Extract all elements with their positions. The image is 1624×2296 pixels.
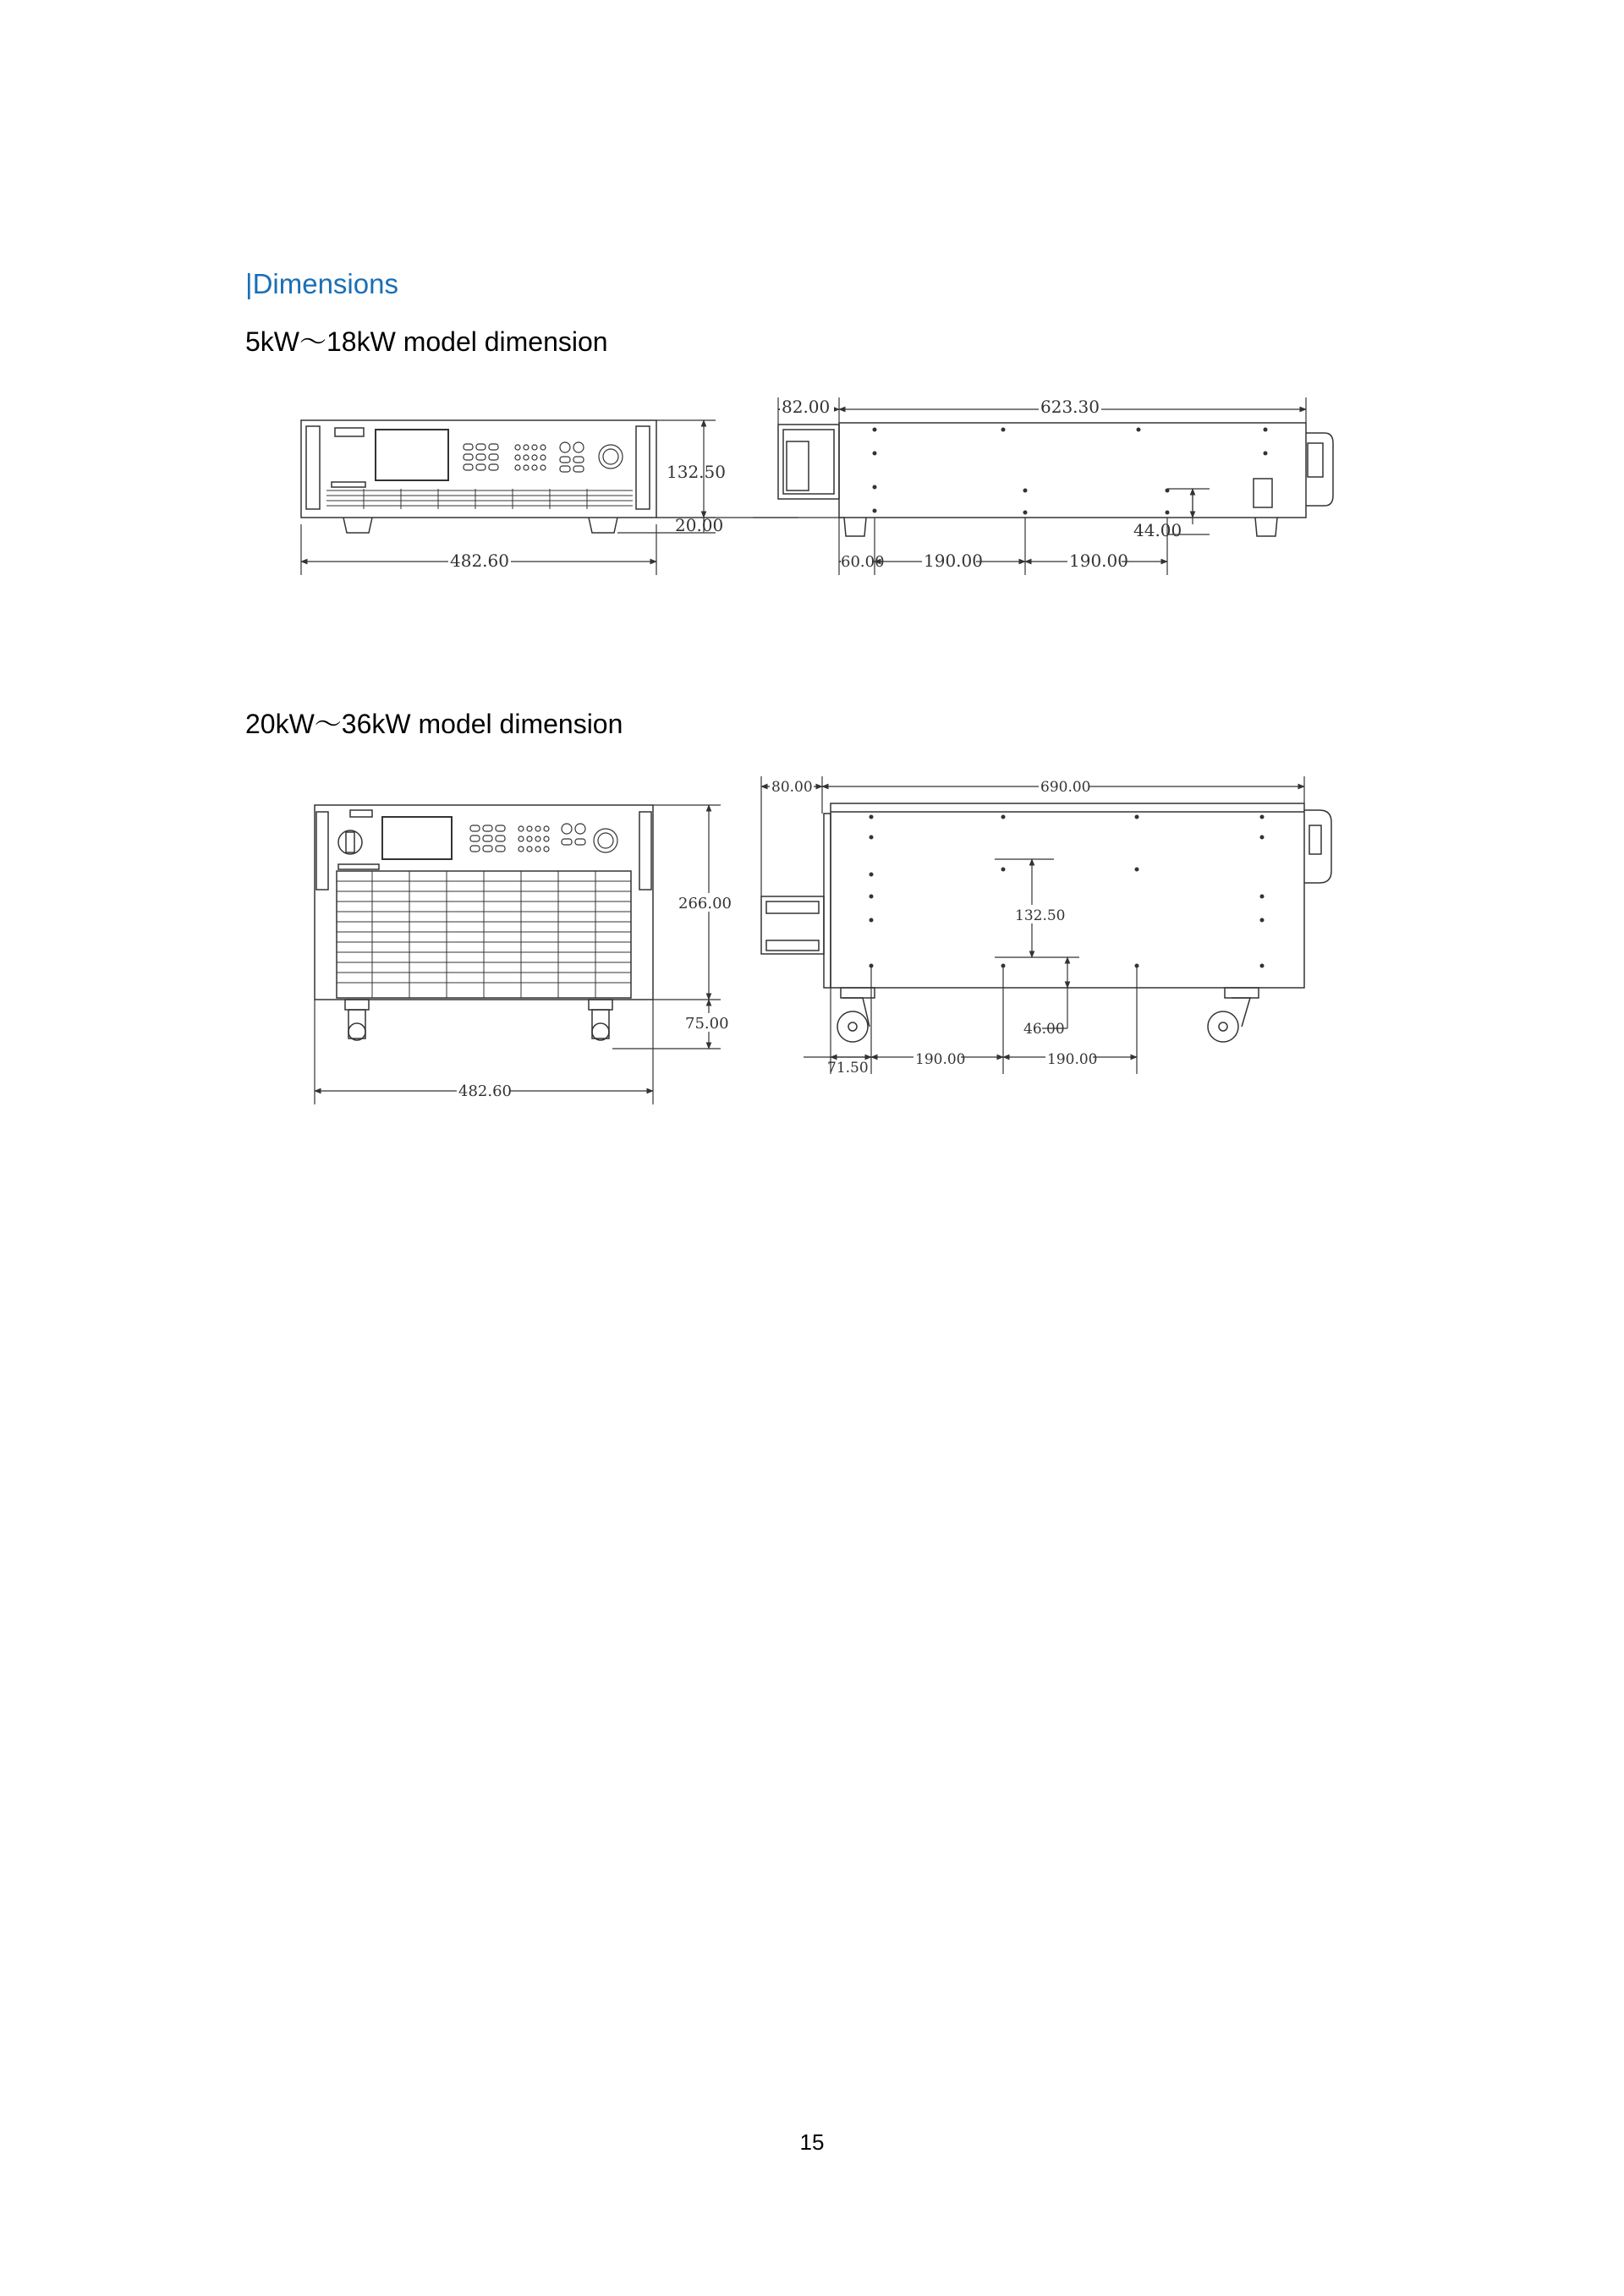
m1-side-spacing-b-label: 190.00: [1069, 551, 1128, 571]
m1-side-body-depth-label: 623.30: [1040, 397, 1100, 417]
page-number: 15: [799, 2129, 825, 2155]
model-1-title: 5kW～18kW model dimension: [245, 326, 608, 357]
model-2-front-view: [315, 805, 721, 1104]
m1-side-hole-height-label: 44.00: [1133, 520, 1182, 540]
m2-side-hole-height-label: 46.00: [1023, 1021, 1065, 1038]
m1-side-front-depth-label: 82.00: [782, 397, 831, 417]
m1-front-width-label: 482.60: [450, 551, 509, 571]
m2-side-body-depth-label: 690.00: [1040, 779, 1091, 796]
model-1-front-view: [301, 420, 798, 575]
model-1-side-view: [753, 397, 1333, 575]
m2-side-hole-pitch-label: 132.50: [1015, 907, 1066, 924]
m1-side-spacing-a-label: 190.00: [924, 551, 983, 571]
section-heading: |Dimensions: [245, 268, 398, 299]
m2-side-spacing-b-label: 190.00: [1047, 1051, 1098, 1068]
m1-side-first-offset-label: 60.00: [841, 553, 885, 571]
m2-foot-height-label: 75.00: [685, 1015, 729, 1033]
m1-foot-height-label: 20.00: [675, 515, 724, 535]
m2-front-height-label: 266.00: [678, 895, 732, 912]
m2-side-spacing-a-label: 190.00: [915, 1051, 966, 1068]
m2-side-first-offset-label: 71.50: [827, 1060, 869, 1077]
model-2-title: 20kW～36kW model dimension: [245, 709, 623, 739]
m2-side-front-depth-label: 80.00: [771, 779, 813, 796]
m1-front-height-label: 132.50: [667, 462, 726, 482]
m2-front-width-label: 482.60: [458, 1082, 512, 1100]
